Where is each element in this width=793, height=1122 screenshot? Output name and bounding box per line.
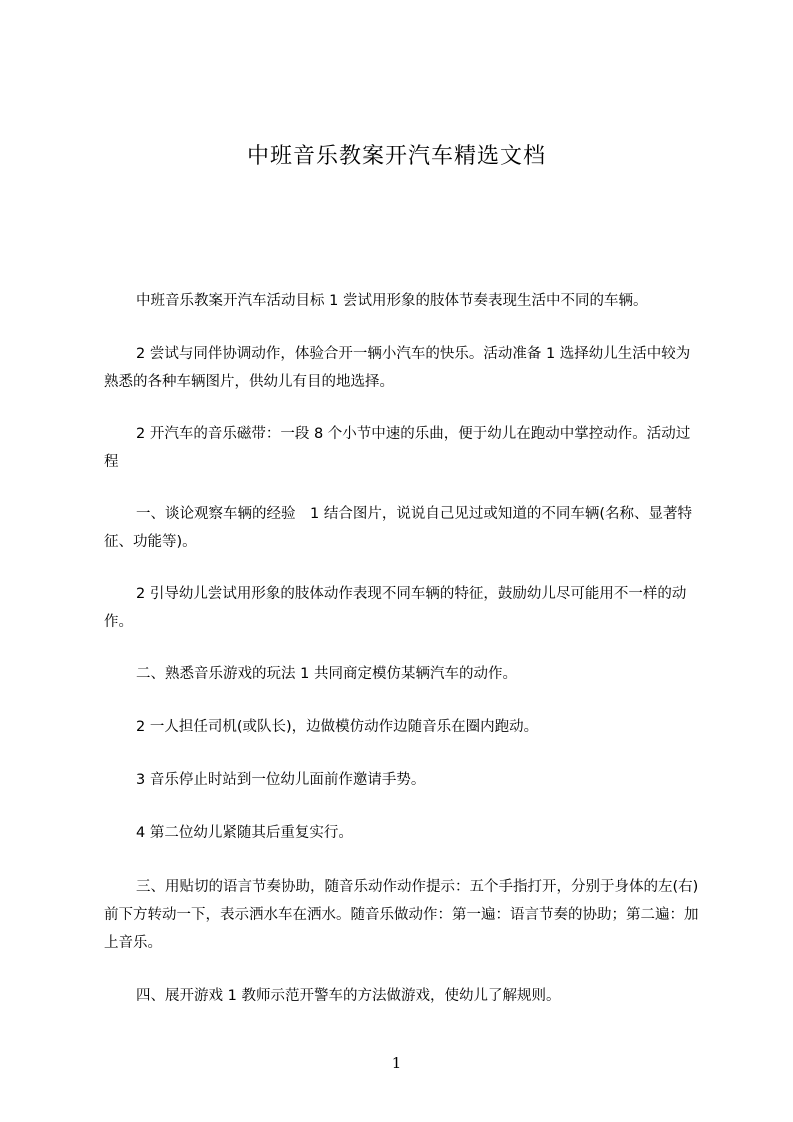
paragraph-7: 2 一人担任司机(或队长)，边做模仿动作边随音乐在圈内跑动。 (136, 719, 539, 735)
paragraph-5: 2 引导幼儿尝试用形象的肢体动作表现不同车辆的特征，鼓励幼儿尽可能用不一样的动作。 (104, 586, 687, 630)
paragraph-2: 2 尝试与同伴协调动作，体验合开一辆小汽车的快乐。活动准备 1 选择幼儿生活中较为熟悉的各种车辆图片，供幼儿有目的地选择。 (104, 346, 691, 390)
page-number: 1 (391, 1054, 402, 1072)
paragraph-9: 4 第二位幼儿紧随其后重复实行。 (136, 825, 353, 841)
document-title: 中班音乐教案开汽车精选文档 (246, 144, 546, 169)
paragraph-3: 2 开汽车的音乐磁带：一段 8 个小节中速的乐曲，便于幼儿在跑动中掌控动作。活动过程 (104, 426, 691, 470)
paragraph-6: 二、熟悉音乐游戏的玩法 1 共同商定模仿某辆汽车的动作。 (136, 666, 517, 682)
paragraph-8: 3 音乐停止时站到一位幼儿面前作邀请手势。 (136, 772, 426, 788)
paragraph-4: 一、谈论观察车辆的经验 1 结合图片，说说自己见过或知道的不同车辆(名称、显著特征、功能等)。 (104, 506, 692, 550)
paragraph-11: 四、展开游戏 1 教师示范开警车的方法做游戏，使幼儿了解规则。 (136, 988, 561, 1004)
paragraph-1: 中班音乐教案开汽车活动目标 1 尝试用形象的肢体节奏表现生活中不同的车辆。 (136, 293, 648, 309)
paragraph-10: 三、用贴切的语言节奏协助，随音乐动作动作提示：五个手指打开，分别于身体的左(右)前下方转动一下，表示洒水车在洒水。随音乐做动作：第一遍：语言节奏的协助；第二遍：加上音乐。 (104, 879, 699, 951)
